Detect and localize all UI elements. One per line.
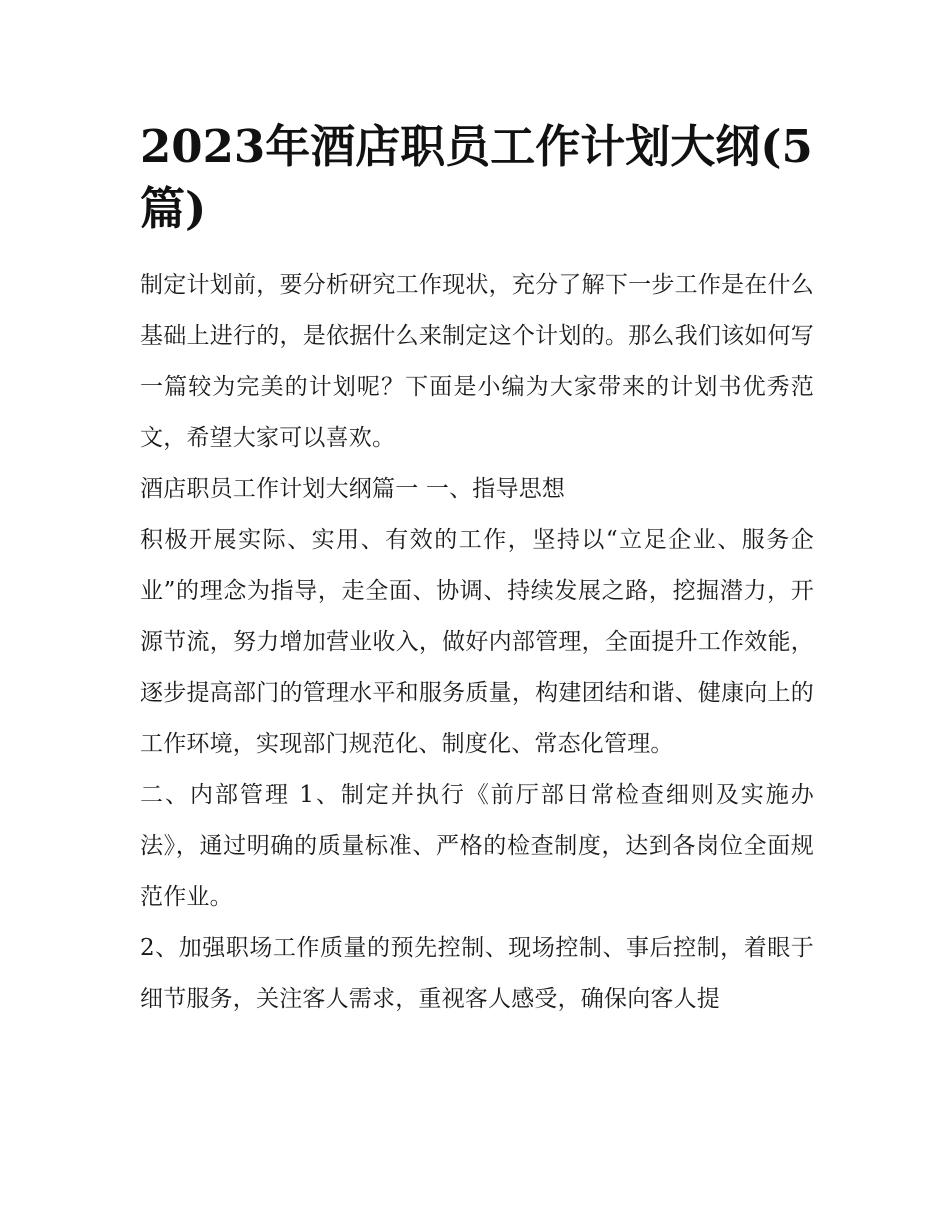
document-page (140, 116, 814, 1025)
quality-control-paragraph: 2、加强职场工作质量的预先控制、现场控制、事后控制，着眼于细节服务，关注客人需求，重视客人感受，确保向客人提 (140, 935, 814, 1012)
guiding-thought-paragraph: 积极开展实际、实用、有效的工作，坚持以“立足企业、服务企业”的理念为指导，走全面、协调、持续发展之路，挖掘潜力，开源节流，努力增加营业收入，做好内部管理，全面提升工作效能，逐步提高部门的管理水平和服务质量，构建团结和谐、健康向上的工作环境，实现部门规范化、制度化、常态化管理。 (140, 527, 814, 757)
document-title: 2023年酒店职员工作计划大纲(5篇) (140, 120, 813, 235)
intro-paragraph: 制定计划前，要分析研究工作现状，充分了解下一步工作是在什么基础上进行的，是依据什么来制定这个计划的。那么我们该如何写一篇较为完美的计划呢？下面是小编为大家带来的计划书优秀范文，希望大家可以喜欢。 (140, 272, 814, 451)
internal-management-paragraph: 二、内部管理 1、制定并执行《前厅部日常检查细则及实施办法》，通过明确的质量标准、严格的检查制度，达到各岗位全面规范作业。 (140, 782, 814, 910)
section-heading-guiding-thought: 酒店职员工作计划大纲篇一 一、指导思想 (140, 476, 566, 502)
